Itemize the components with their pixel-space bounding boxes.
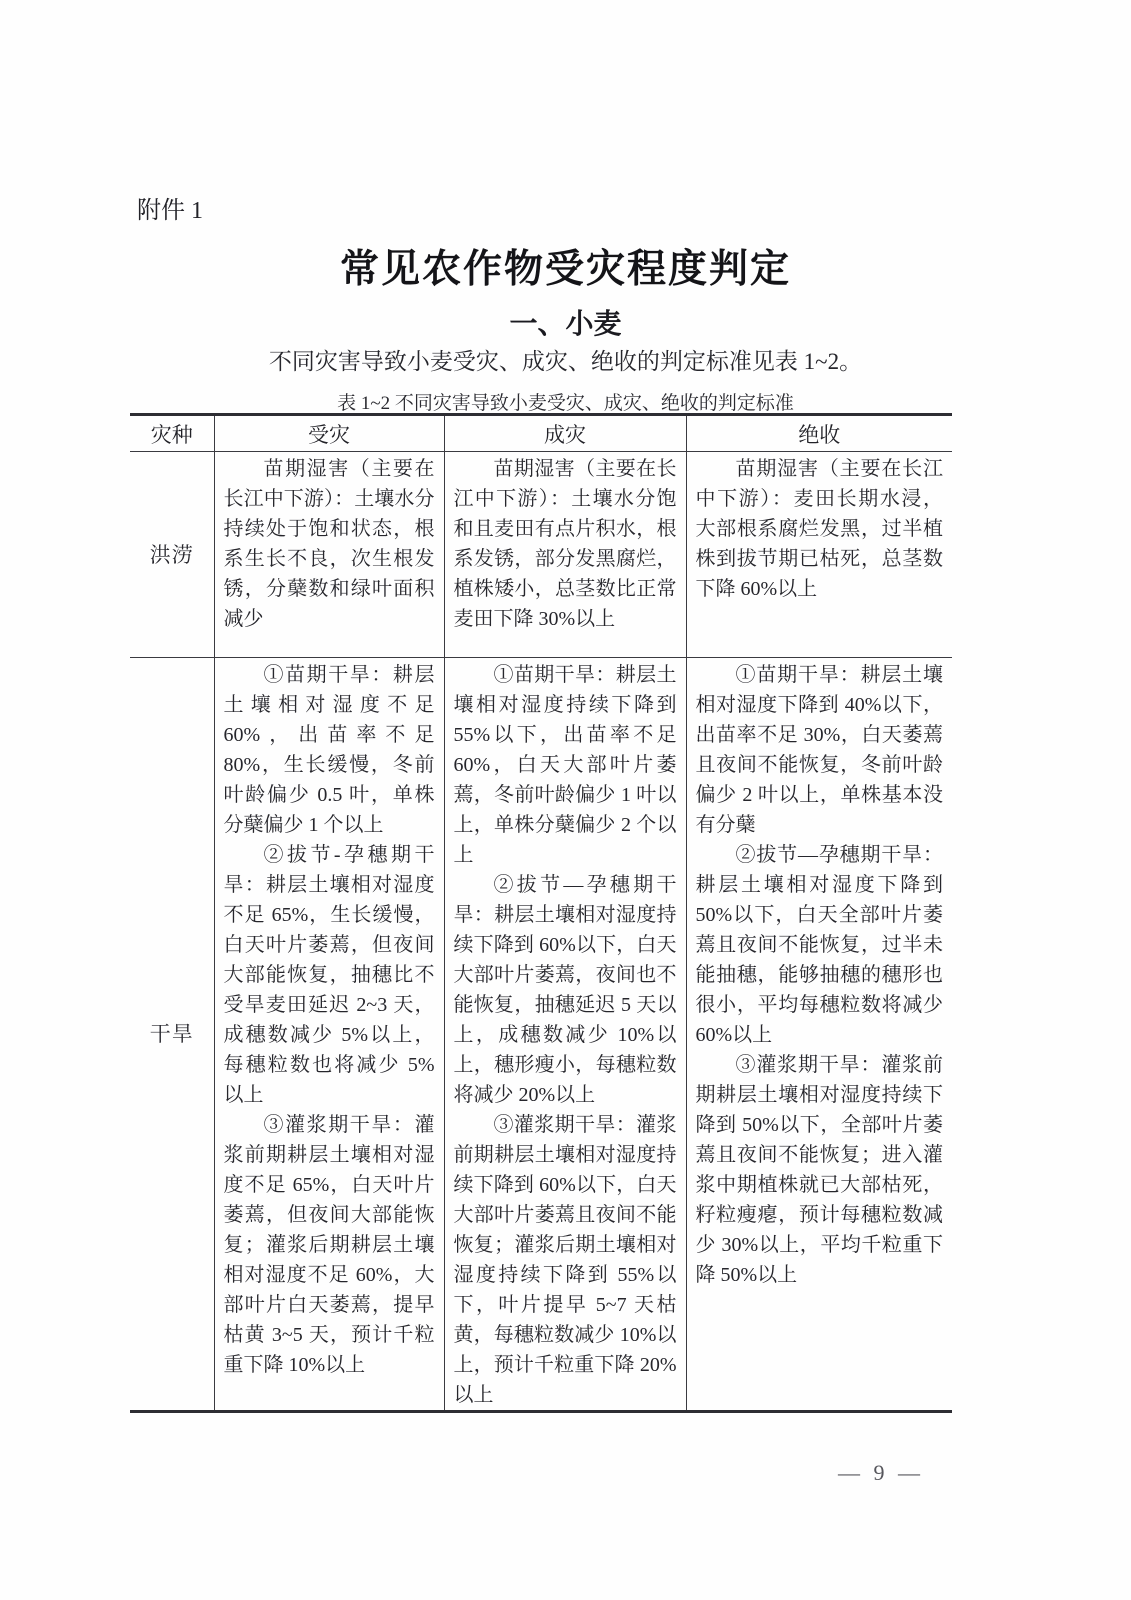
flood-label: 洪涝 [130,452,214,658]
cell-paragraph: 苗期湿害（主要在长江中下游）：麦田长期水浸，大部根系腐烂发黑，过半植株到拔节期已枯死，总茎数下降 60%以上 [695,458,943,600]
flood-damaged-cell [444,452,686,658]
cell-paragraph: ②拔节—孕穗期干旱：耕层土壤相对湿度持续下降到 60%以下，白天大部叶片萎蔫，夜间也不能恢复，抽穗延迟 5 天以上，成穗数减少 10%以上，穗形瘦小，每穗粒数将减少 20%以上 [453,874,677,1106]
header-affected: 受灾 [214,415,444,452]
table-row-drought [130,658,952,1412]
attachment-label: 附件 1 [137,198,203,224]
intro-paragraph: 不同灾害导致小麦受灾、成灾、绝收的判定标准见表 1~2。 [268,349,863,374]
drought-affected-cell [214,658,444,1412]
drought-label: 干旱 [130,658,214,1412]
page-number: — 9 — [838,1460,924,1485]
cell-paragraph: ①苗期干旱：耕层土壤相对湿度不足 60%，出苗率不足 80%，生长缓慢，冬前叶龄偏少 0.5 叶，单株分蘖偏少 1 个以上 [223,664,435,836]
document-title: 常见农作物受灾程度判定 [339,248,791,291]
cell-paragraph: ①苗期干旱：耕层土壤相对湿度持续下降到 55%以下，出苗率不足 60%，白天大部叶片萎蔫，冬前叶龄偏少 1 叶以上，单株分蘖偏少 2 个以上 [453,664,677,866]
table-header-row [130,415,952,452]
cell-paragraph: ①苗期干旱：耕层土壤相对湿度下降到 40%以下，出苗率不足 30%，白天萎蔫且夜间不能恢复，冬前叶龄偏少 2 叶以上，单株基本没有分蘖 [695,664,943,836]
disaster-judgment-table [130,413,952,1413]
cell-paragraph: ③灌浆期干旱：灌浆前期耕层土壤相对湿度不足 65%，白天叶片萎蔫，但夜间大部能恢复；灌浆后期耕层土壤相对湿度不足 60%，大部叶片白天萎蔫，提早枯黄 3~5 天，预计千粒重下降 10%以上 [223,1114,435,1376]
header-disaster-type: 灾种 [130,415,214,452]
table-caption: 表 1~2 不同灾害导致小麦受灾、成灾、绝收的判定标准 [337,393,794,414]
flood-affected-cell [214,452,444,658]
section-heading-wheat: 一、小麦 [509,309,622,340]
cell-paragraph: ③灌浆期干旱：灌浆前期耕层土壤相对湿度持续下降到 60%以下，白天大部叶片萎蔫且夜间不能恢复；灌浆后期土壤相对湿度持续下降到 55%以下，叶片提早 5~7 天枯黄，每穗粒数减少 10%以上，预计千粒重下降 20%以上 [453,1114,677,1406]
drought-damaged-cell [444,658,686,1412]
flood-total-loss-cell [686,452,952,658]
drought-total-loss-cell [686,658,952,1412]
cell-paragraph: ③灌浆期干旱：灌浆前期耕层土壤相对湿度持续下降到 50%以下，全部叶片萎蔫且夜间不能恢复；进入灌浆中期植株就已大部枯死，籽粒瘦瘪，预计每穗粒数减少 30%以上，平均千粒重下降 50%以上 [695,1054,943,1286]
cell-paragraph: ②拔节-孕穗期干旱：耕层土壤相对湿度不足 65%，生长缓慢，白天叶片萎蔫，但夜间大部能恢复，抽穗比不受旱麦田延迟 2~3 天，成穗数减少 5%以上，每穗粒数也将减少 5%以上 [223,844,435,1106]
cell-paragraph: 苗期湿害（主要在长江中下游）：土壤水分持续处于饱和状态，根系生长不良，次生根发锈，分蘖数和绿叶面积减少 [223,458,435,630]
cell-paragraph: ②拔节—孕穗期干旱：耕层土壤相对湿度下降到 50%以下，白天全部叶片萎蔫且夜间不能恢复，过半未能抽穗，能够抽穗的穗形也很小，平均每穗粒数将减少 60%以上 [695,844,943,1046]
header-total-loss: 绝收 [686,415,952,452]
table-row-flood [130,452,952,658]
header-damaged: 成灾 [444,415,686,452]
cell-paragraph: 苗期湿害（主要在长江中下游）：土壤水分饱和且麦田有点片积水，根系发锈，部分发黑腐烂，植株矮小，总茎数比正常麦田下降 30%以上 [453,458,677,630]
